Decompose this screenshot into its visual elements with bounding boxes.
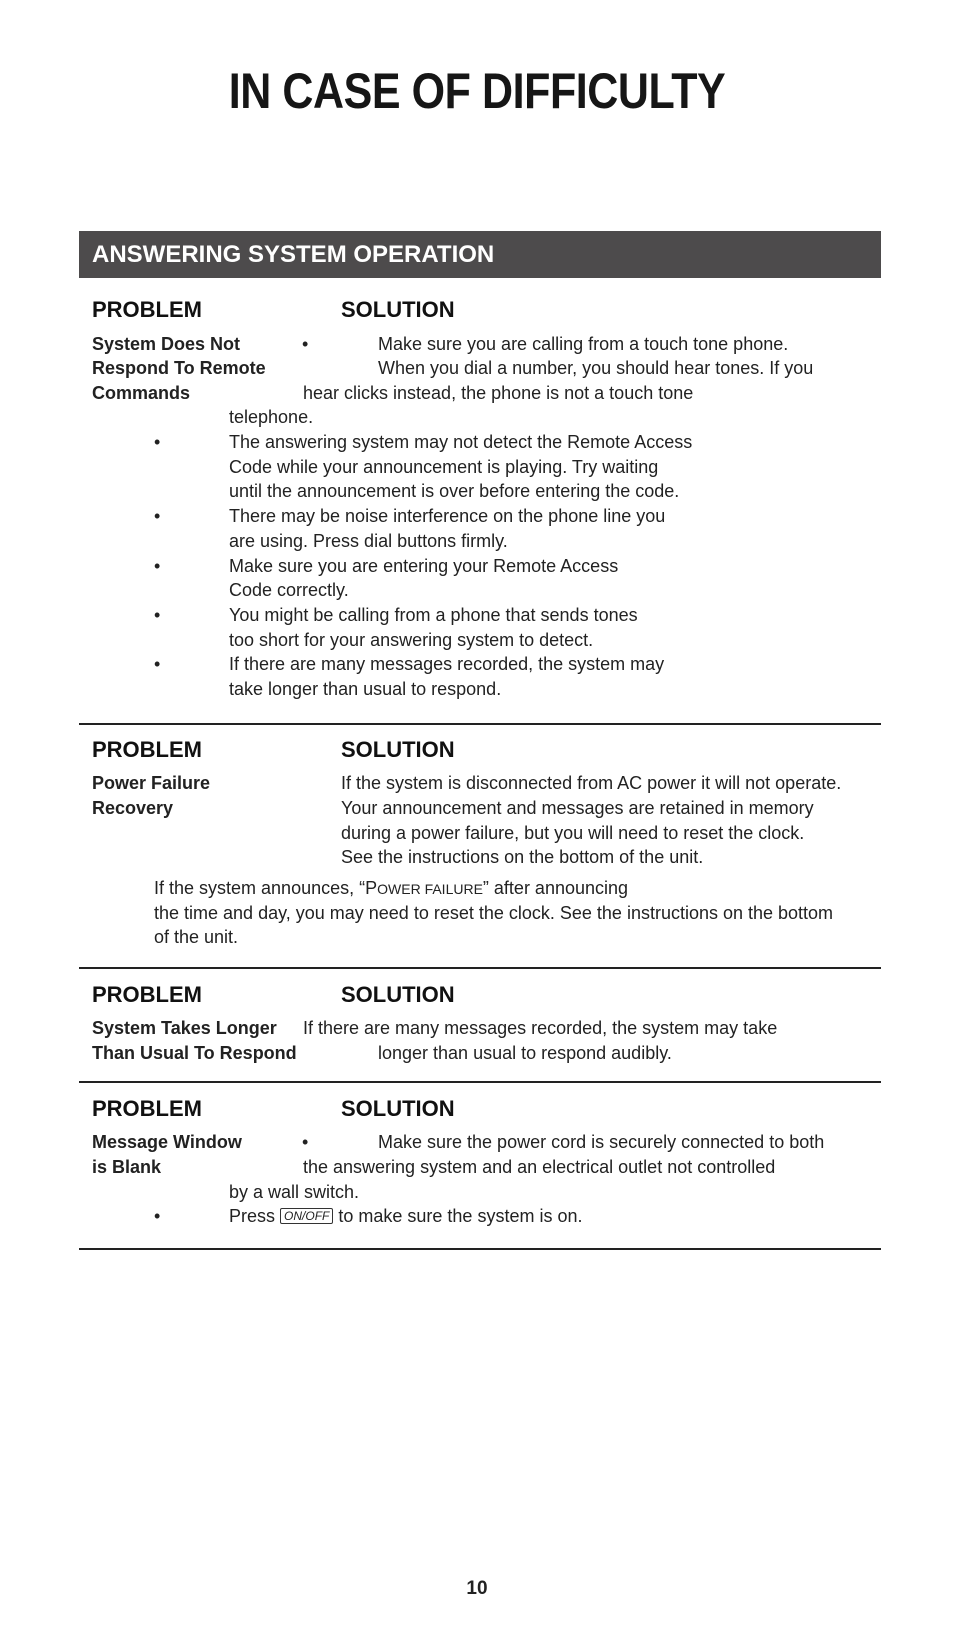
solution-line: Code correctly. [229,580,349,600]
note-line: of the unit. [154,927,239,947]
bullet: • [154,605,161,625]
note-line: the time and day, you may need to reset the clock. See the instructions on the bottom [154,903,834,923]
solution-heading: SOLUTION [341,737,455,762]
press-text: Press [229,1206,276,1226]
bullet: • [154,506,161,526]
page-number: 10 [466,1578,488,1599]
note-text: If the system announces, “P [154,878,378,898]
divider [79,1081,881,1083]
solution-line: See the instructions on the bottom of the unit. [341,847,704,867]
solution-line: There may be noise interference on the phone line you [229,506,666,526]
solution-line: If the system is disconnected from AC power it will not operate. [341,773,842,793]
page-title: IN CASE OF DIFFICULTY [228,63,726,119]
solution-line: are using. Press dial buttons firmly. [229,531,508,551]
solution-line: Make sure the power cord is securely connected to both [378,1132,825,1152]
problem-title-line: System Takes Longer [92,1018,277,1038]
solution-line: Make sure you are calling from a touch tone phone. [378,334,789,354]
problem-title-line: Recovery [92,798,174,818]
divider [79,723,881,725]
bullet: • [302,334,309,354]
bullet: • [154,432,161,452]
bullet: • [154,556,161,576]
problem-title-line: Respond To Remote [92,358,266,378]
solution-line [229,1204,582,1228]
solution-line: Make sure you are entering your Remote Access [229,556,619,576]
problem-heading: PROBLEM [92,982,202,1007]
solution-line: by a wall switch. [229,1182,360,1202]
problem-title-line: Power Failure [92,773,211,793]
solution-line: telephone. [229,407,314,427]
solution-line: When you dial a number, you should hear tones. If you [378,358,814,378]
solution-heading: SOLUTION [341,1096,455,1121]
bullet: • [154,654,161,674]
problem-heading: PROBLEM [92,297,202,322]
bullet: • [302,1132,309,1152]
problem-heading: PROBLEM [92,1096,202,1121]
problem-title-line: Commands [92,383,191,403]
solution-line: longer than usual to respond audibly. [378,1043,672,1063]
problem-title-line: Message Window [92,1132,242,1152]
solution-line: until the announcement is over before entering the code. [229,481,680,501]
solution-line: the answering system and an electrical outlet not controlled [303,1157,776,1177]
note-smallcaps: OWER FAILURE [377,881,483,897]
solution-line: hear clicks instead, the phone is not a touch tone [303,383,694,403]
solution-line: The answering system may not detect the Remote Access [229,432,693,452]
problem-title-line: Than Usual To Respond [92,1043,297,1063]
note-text: ” after announcing [482,878,629,898]
problem-title-line: System Does Not [92,334,241,354]
power-failure-note [154,876,628,901]
divider [79,1248,881,1250]
solution-line: Code while your announcement is playing. Try waiting [229,457,659,477]
solution-line: If there are many messages recorded, the system may [229,654,665,674]
solution-line: too short for your answering system to detect. [229,630,594,650]
bullet: • [154,1206,161,1226]
solution-line: You might be calling from a phone that sends tones [229,605,638,625]
problem-title-line: is Blank [92,1157,162,1177]
solution-line: take longer than usual to respond. [229,679,502,699]
solution-heading: SOLUTION [341,297,455,322]
solution-heading: SOLUTION [341,982,455,1007]
solution-line: Your announcement and messages are retained in memory [341,798,814,818]
section-header: ANSWERING SYSTEM OPERATION [79,231,881,278]
solution-line: during a power failure, but you will need to reset the clock. [341,823,805,843]
on-off-key-glyph: ON/OFF [280,1208,333,1224]
solution-line: If there are many messages recorded, the system may take [303,1018,778,1038]
problem-heading: PROBLEM [92,737,202,762]
press-text: to make sure the system is on. [338,1206,583,1226]
divider [79,967,881,969]
